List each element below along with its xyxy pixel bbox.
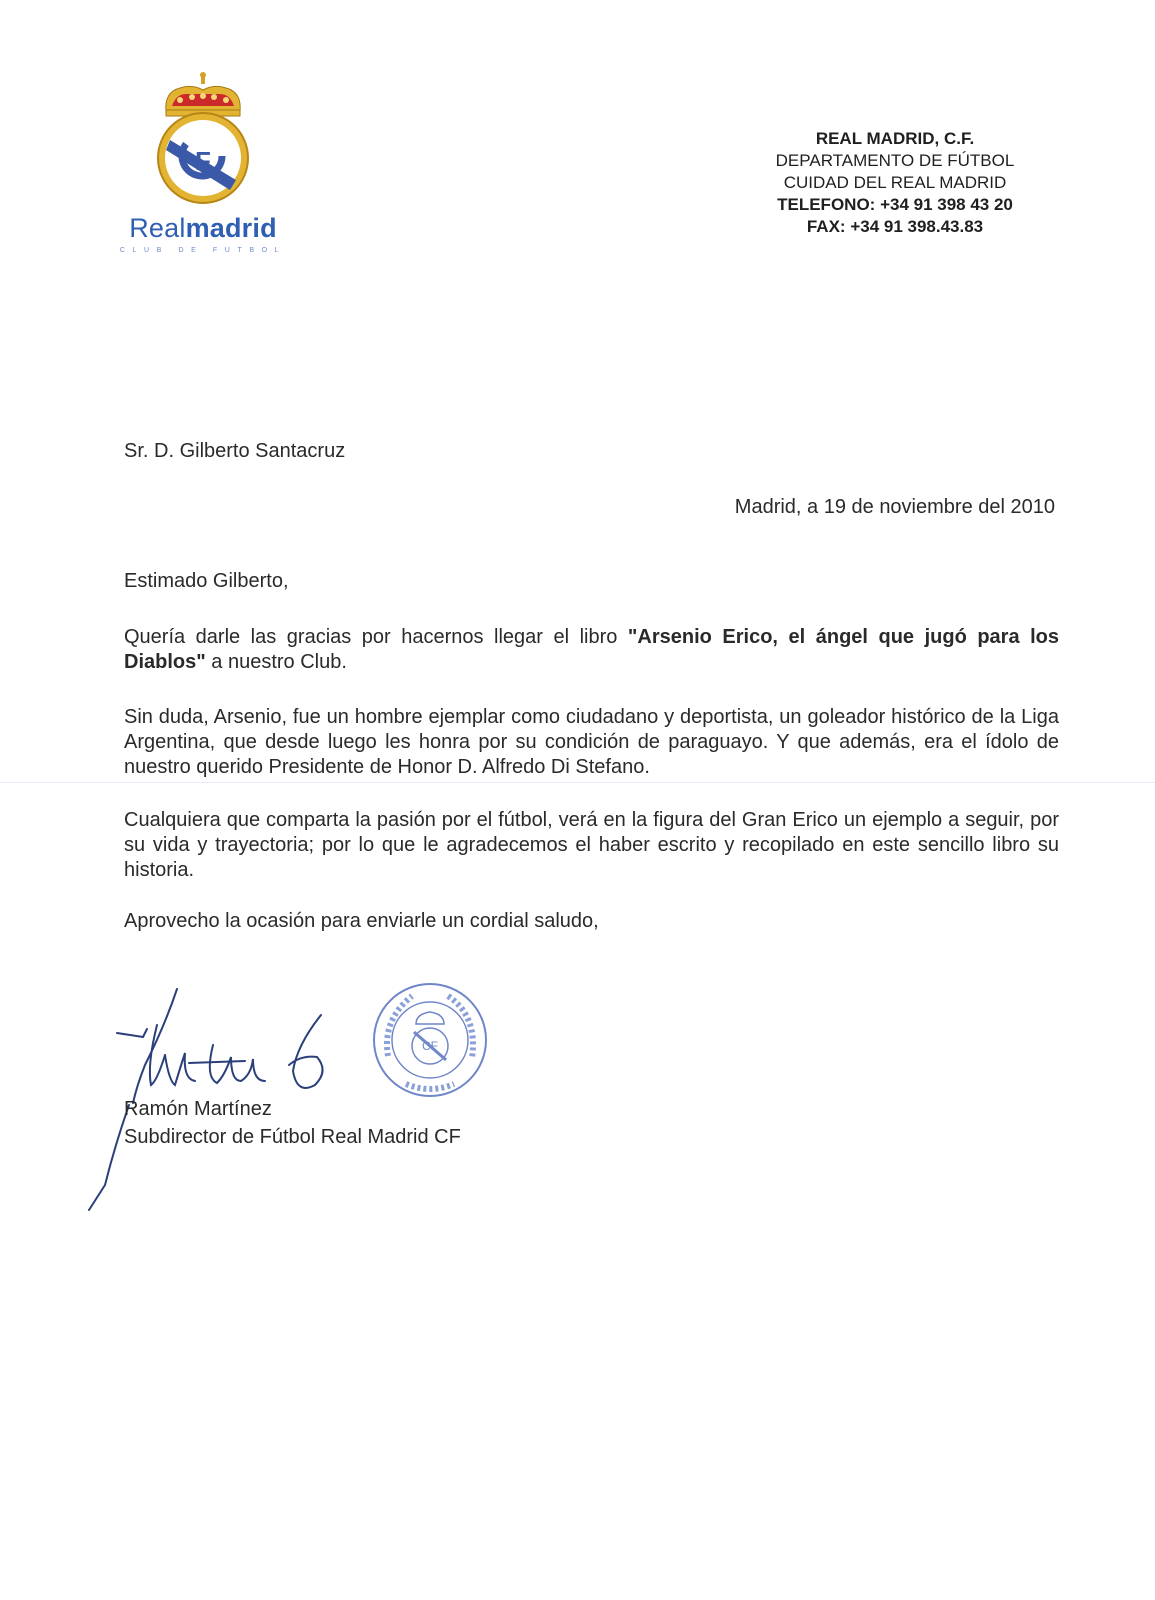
org-name: REAL MADRID, C.F. xyxy=(815,129,975,148)
recipient: Sr. D. Gilberto Santacruz xyxy=(124,440,346,462)
paragraph-1: Quería darle las gracias por hacernos llegar el libro "Arsenio Erico, el ángel que jugó para los Diablos" a nuestro Club. xyxy=(124,626,1059,673)
club-stamp xyxy=(370,980,490,1100)
crest-icon xyxy=(146,70,260,205)
brand-wordmark: Realmadrid xyxy=(129,213,277,243)
greeting: Estimado Gilberto, xyxy=(124,570,289,592)
department: DEPARTAMENTO DE FÚTBOL xyxy=(775,151,1015,170)
phone-line: TELEFONO: +34 91 398 43 20 xyxy=(777,195,1013,214)
brand-subtitle: CLUB DE FUTBOL xyxy=(119,247,287,254)
book-title: "Arsenio Erico, el ángel que jugó para los Diablos" xyxy=(124,626,1059,673)
scan-fold-line xyxy=(0,782,1155,783)
closing: Aprovecho la ocasión para enviarle un cordial saludo, xyxy=(124,910,599,932)
svg-text:F: F xyxy=(195,146,211,176)
real-madrid-logo xyxy=(118,70,288,265)
signer-title: Subdirector de Fútbol Real Madrid CF xyxy=(124,1126,461,1148)
fax-line: FAX: +34 91 398.43.83 xyxy=(806,217,984,236)
letterhead-contact-block xyxy=(700,128,1090,238)
address: CUIDAD DEL REAL MADRID xyxy=(783,173,1007,192)
paragraph-3: Cualquiera que comparta la pasión por el fútbol, verá en la figura del Gran Erico un ejemplo a seguir, por su vida y trayectoria; por lo que le agradecemos el haber escrito y recopilado en este sencillo libro su historia. xyxy=(124,809,1059,881)
signer-block xyxy=(124,1095,461,1151)
paragraph-2: Sin duda, Arsenio, fue un hombre ejemplar como ciudadano y deportista, un goleador histórico de la Liga Argentina, que desde luego les honra por su condición de paraguayo. Y que además, era el ídolo de nuestro querido Presidente de Honor D. Alfredo Di Stefano. xyxy=(124,706,1059,778)
dateline: Madrid, a 19 de noviembre del 2010 xyxy=(734,496,1055,518)
signer-name: Ramón Martínez xyxy=(124,1098,272,1120)
svg-text:CF: CF xyxy=(422,1039,438,1053)
